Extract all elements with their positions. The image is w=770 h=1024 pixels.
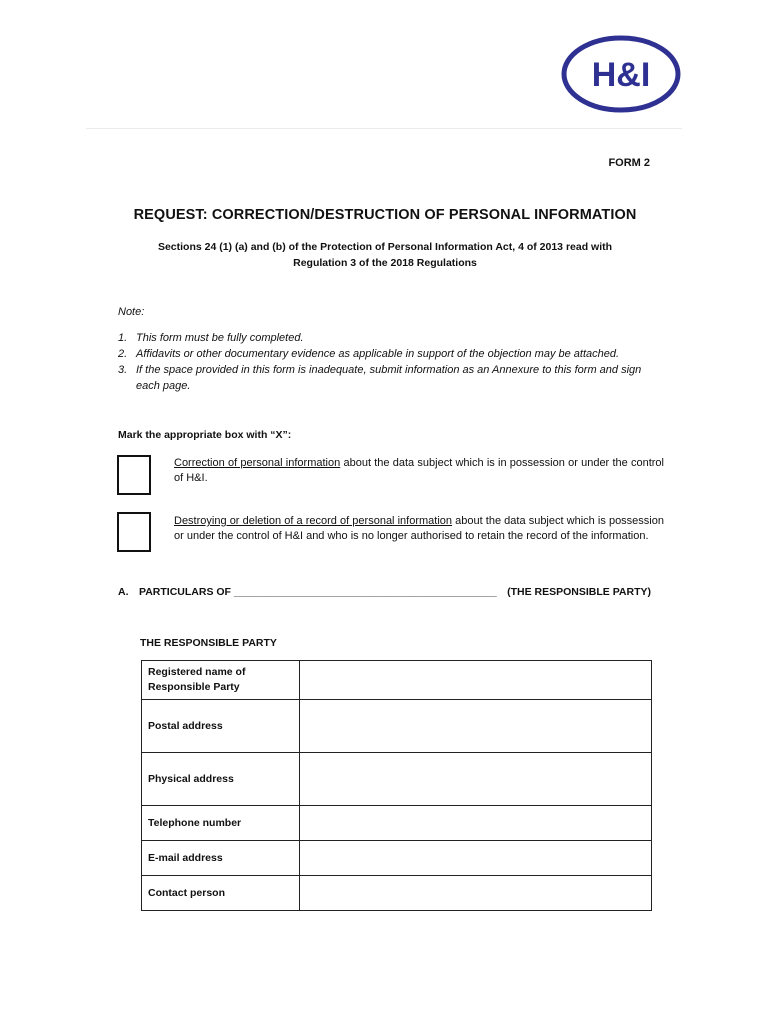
page-title: REQUEST: CORRECTION/DESTRUCTION OF PERSONAL INFORMATION xyxy=(133,207,637,223)
table-row xyxy=(142,700,652,753)
section-letter: A. xyxy=(118,586,129,598)
table-row xyxy=(142,753,652,806)
logo-text: H&I xyxy=(591,56,651,94)
section-a-responsible-party: (THE RESPONSIBLE PARTY) xyxy=(507,586,651,598)
note-number: 2. xyxy=(118,348,128,360)
postal-address-label: Postal address xyxy=(142,700,300,753)
table-row xyxy=(142,661,652,700)
table-row xyxy=(142,806,652,841)
responsible-party-heading: THE RESPONSIBLE PARTY xyxy=(140,637,277,649)
correction-option-description: about the data subject which is in possession or under the control of H&I. xyxy=(174,457,664,484)
email-label: E-mail address xyxy=(142,841,300,876)
note-number: 1. xyxy=(118,332,128,344)
note-heading: Note: xyxy=(118,306,145,318)
note-item xyxy=(118,346,663,362)
registered-name-field[interactable] xyxy=(300,661,652,700)
physical-address-label: Physical address xyxy=(142,753,300,806)
note-item xyxy=(118,330,663,346)
note-item xyxy=(118,362,663,394)
subtitle-line-2: Regulation 3 of the 2018 Regulations xyxy=(293,257,477,269)
note-number: 3. xyxy=(118,364,128,376)
physical-address-field[interactable] xyxy=(300,753,652,806)
responsible-party-table xyxy=(141,660,652,911)
form-number: FORM 2 xyxy=(608,157,650,169)
correction-option-label xyxy=(174,456,664,486)
destruction-option-description: about the data subject which is possession or under the control of H&I and who is no longer authorised to retain the record of the information. xyxy=(174,515,664,542)
note-text: Affidavits or other documentary evidence as applicable in support of the objection may be attached. xyxy=(136,348,620,360)
correction-checkbox[interactable] xyxy=(117,455,151,495)
contact-person-label: Contact person xyxy=(142,876,300,911)
email-field[interactable] xyxy=(300,841,652,876)
destruction-checkbox[interactable] xyxy=(117,512,151,552)
legislation-subtitle xyxy=(0,239,770,271)
postal-address-field[interactable] xyxy=(300,700,652,753)
section-a-particulars: PARTICULARS OF _____________________________________________ xyxy=(139,586,497,598)
note-text: If the space provided in this form is inadequate, submit information as an Annexure to this form and sign each page. xyxy=(136,364,642,392)
header-divider xyxy=(86,128,682,129)
mark-instruction: Mark the appropriate box with “X”: xyxy=(118,429,292,441)
telephone-label: Telephone number xyxy=(142,806,300,841)
destruction-option-title: Destroying or deletion of a record of personal information xyxy=(174,515,453,527)
hi-logo xyxy=(561,35,681,113)
telephone-field[interactable] xyxy=(300,806,652,841)
table-row xyxy=(142,841,652,876)
registered-name-label: Registered name of Responsible Party xyxy=(142,661,300,700)
note-list xyxy=(118,330,663,394)
table-row xyxy=(142,876,652,911)
section-a-heading xyxy=(118,586,658,598)
correction-option-title: Correction of personal information xyxy=(174,457,341,469)
note-text: This form must be fully completed. xyxy=(136,332,304,344)
destruction-option-label xyxy=(174,514,664,544)
contact-person-field[interactable] xyxy=(300,876,652,911)
subtitle-line-1: Sections 24 (1) (a) and (b) of the Protection of Personal Information Act, 4 of 2013 read with xyxy=(157,241,613,253)
